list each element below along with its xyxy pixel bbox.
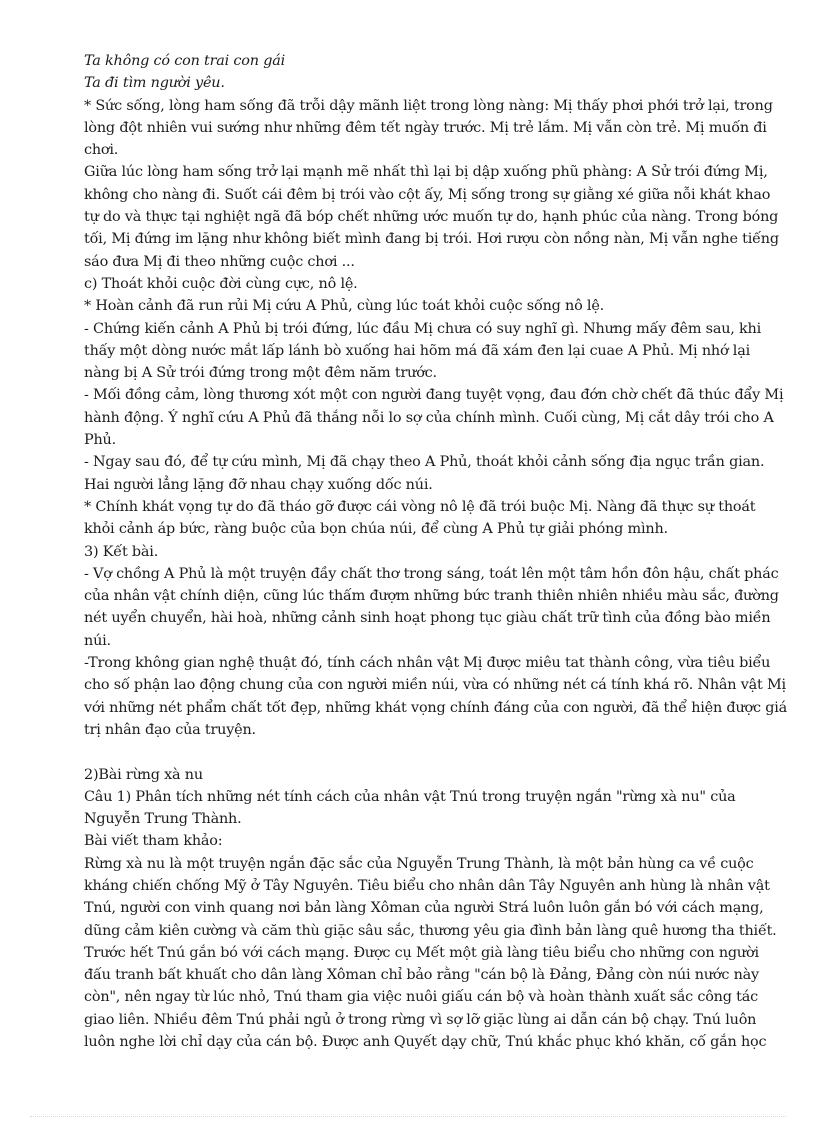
- text-line: Tnú, người con vinh quang nơi bản làng Xôman của người Strá luôn luôn gắn bó với cách mạng,: [84, 900, 764, 917]
- text-line: nàng bị A Sử trói đứng trong một đêm năm trước.: [84, 365, 437, 382]
- text-line: thấy một dòng nước mắt lấp lánh bò xuống hai hõm má đã xám đen lại cuae A Phủ. Mị nhớ lại: [84, 342, 750, 359]
- text-line: giao liên. Nhiều đêm Tnú phải ngủ ở trong rừng vì sợ lỡ giặc lùng ai dẫn cán bộ chạy. Tnú luôn: [84, 1011, 757, 1028]
- essay-section-rung-xa-nu: [84, 764, 777, 1054]
- text-line: Giữa lúc lòng ham sống trở lại mạnh mẽ nhất thì lại bị dập xuống phũ phàng: A Sử trói đứng Mị,: [84, 164, 768, 181]
- text-line: - Vợ chồng A Phủ là một truyện đầy chất thơ trong sáng, toát lên một tâm hồn đôn hậu, chất phác: [84, 565, 779, 582]
- text-line: 3) Kết bài.: [84, 543, 159, 560]
- text-line: - Chứng kiến cảnh A Phủ bị trói đứng, lúc đầu Mị chưa có suy nghĩ gì. Nhưng mấy đêm sau, khi: [84, 320, 762, 337]
- text-line: núi.: [84, 632, 111, 649]
- text-line: sáo đưa Mị đi theo những cuộc chơi ...: [84, 253, 355, 270]
- text-line: nét uyển chuyển, hài hoà, những cảnh sinh hoạt phong tục giàu chất trữ tình của đồng bào miền: [84, 610, 771, 627]
- text-line: * Sức sống, lòng ham sống đã trỗi dậy mãnh liệt trong lòng nàng: Mị thấy phơi phới trở lại, trong: [84, 97, 773, 114]
- text-line: - Ngay sau đó, để tự cứu mình, Mị đã chạy theo A Phủ, thoát khỏi cảnh sống địa ngục trần gian.: [84, 454, 765, 471]
- paragraph-gap: [84, 741, 744, 763]
- text-line: lòng đột nhiên vui sướng như những đêm tết ngày trước. Mị trẻ lắm. Mị vẫn còn trẻ. Mị muốn đi: [84, 119, 767, 136]
- text-line: còn", nên ngay từ lúc nhỏ, Tnú tham gia việc nuôi giấu cán bộ và hoàn thành xuất sắc công tác: [84, 989, 758, 1006]
- text-line: * Chính khát vọng tự do đã tháo gỡ được cái vòng nô lệ đã trói buộc Mị. Nàng đã thực sự thoát: [84, 498, 756, 515]
- text-line: Nguyễn Trung Thành.: [84, 811, 242, 828]
- document-page: [84, 50, 788, 1053]
- text-line: hành động. Ý nghĩ cứu A Phủ đã thắng nỗi lo sợ của chính mình. Cuối cùng, Mị cắt dây trói cho A: [84, 409, 774, 426]
- text-line: kháng chiến chống Mỹ ở Tây Nguyên. Tiêu biểu cho nhân dân Tây Nguyên anh hùng là nhân vật: [84, 877, 770, 894]
- text-line: Phủ.: [84, 432, 116, 449]
- text-line: Trước hết Tnú gắn bó với cách mạng. Được cụ Mết một già làng tiêu biểu cho những con người: [84, 944, 759, 961]
- text-line: c) Thoát khỏi cuộc đời cùng cực, nô lệ.: [84, 275, 358, 292]
- text-line: của nhân vật chính diện, cũng lúc thấm đượm những bức tranh thiên nhiên nhiều màu sắc, đường: [84, 588, 779, 605]
- text-line: tự do và thực tại nghiệt ngã đã bóp chết những ước muốn tự do, hạnh phúc của nàng. Trong bóng: [84, 209, 779, 226]
- text-line: Hai người lẳng lặng đỡ nhau chạy xuống dốc núi.: [84, 476, 433, 493]
- text-line: cho số phận lao động chung của con người miền núi, vừa có những nét cá tính khá rõ. Nhân vật Mị: [84, 677, 786, 694]
- text-line: - Mối đồng cảm, lòng thương xót một con người đang tuyệt vọng, đau đớn chờ chết đã thúc đẩy Mị: [84, 387, 784, 404]
- text-line: tối, Mị đứng im lặng như không biết mình đang bị trói. Hơi rượu còn nồng nàn, Mị vẫn nghe tiếng: [84, 231, 779, 248]
- text-line: chơi.: [84, 142, 119, 159]
- essay-section-mi: [84, 95, 788, 742]
- text-line: Rừng xà nu là một truyện ngắn đặc sắc của Nguyễn Trung Thành, là một bản hùng ca về cuộc: [84, 855, 754, 872]
- text-line: khỏi cảnh áp bức, ràng buộc của bọn chúa núi, để cùng A Phủ tự giải phóng mình.: [84, 521, 668, 538]
- poem-line: Ta đi tìm người yêu.: [84, 75, 225, 92]
- text-line: Câu 1) Phân tích những nét tính cách của nhân vật Tnú trong truyện ngắn "rừng xà nu" của: [84, 788, 736, 805]
- text-line: với những nét phẩm chất tốt đẹp, những khát vọng chính đáng của con người, đã thể hiện được giá: [84, 699, 788, 716]
- text-line: Bài viết tham khảo:: [84, 833, 223, 850]
- text-line: luôn nghe lời chỉ dạy của cán bộ. Được anh Quyết dạy chữ, Tnú khắc phục khó khăn, cố gắn học: [84, 1034, 767, 1051]
- text-line: * Hoàn cảnh đã run rủi Mị cứu A Phủ, cùng lúc toát khỏi cuộc sống nô lệ.: [84, 298, 605, 315]
- text-line: dũng cảm kiên cường và căm thù giặc sâu sắc, thương yêu gia đình bản làng quê hương tha thiết.: [84, 922, 777, 939]
- text-line: -Trong không gian nghệ thuật đó, tính cách nhân vật Mị được miêu tat thành công, vừa tiêu biểu: [84, 655, 771, 672]
- poem-block: [84, 50, 744, 95]
- text-line: trị nhân đạo của truyện.: [84, 721, 256, 738]
- poem-line: Ta không có con trai con gái: [84, 53, 285, 69]
- page-bottom-rule: [30, 1116, 786, 1117]
- text-line: không cho nàng đi. Suốt cái đêm bị trói vào cột ấy, Mị sống trong sự giằng xé giữa nỗi khát khao: [84, 186, 771, 203]
- text-line: 2)Bài rừng xà nu: [84, 766, 203, 783]
- text-line: đấu tranh bất khuất cho dân làng Xôman chỉ bảo rằng "cán bộ là Đảng, Đảng còn núi nước này: [84, 967, 759, 984]
